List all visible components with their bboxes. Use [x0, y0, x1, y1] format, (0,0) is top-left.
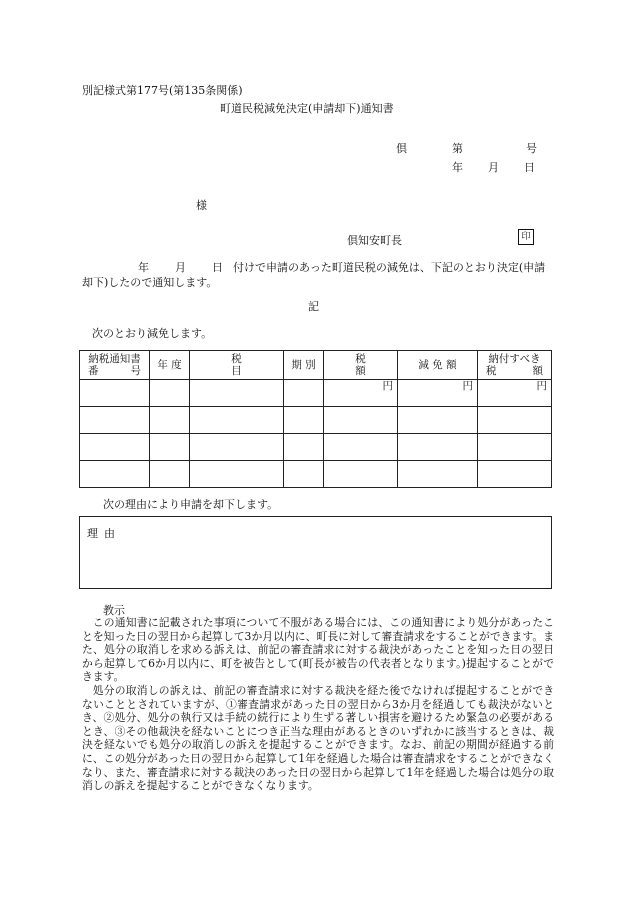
seal-mark: 印 — [518, 229, 534, 245]
table-header-row — [80, 351, 552, 380]
col-tax-amount: 税 額 — [324, 351, 398, 380]
col-year: 年 度 — [150, 351, 190, 380]
table-row — [80, 461, 552, 488]
issue-date-year: 年 — [452, 161, 463, 174]
form-number: 別記様式第177号(第135条関係) — [82, 84, 243, 97]
issue-date-month: 月 — [488, 161, 499, 174]
intro-day: 日 — [212, 261, 223, 274]
issue-date-day: 日 — [524, 161, 535, 174]
kyoji-text — [82, 616, 554, 793]
document-title: 町道民税減免決定(申請却下)通知書 — [220, 102, 394, 115]
doc-number-go: 号 — [526, 142, 537, 155]
kyoji-paragraph: 処分の取消しの訴えは、前記の審査請求に対する裁決を経た後でなければ提起することができないこととされていますが、①審査請求があった日の翌日から3か月を経過しても裁決がないとき、②処分、処分の執行又は手続の続行により生ずる著しい損害を避けるため緊急の必要があるとき、③その他裁決を経ないことにつき正当な理由があるときのいずれかに該当するときは、裁決を経ないでも処分の取消しの訴えを提起することができます。なお、前記の期間が経過する前に、この処分があった日の翌日から起算して1年を経過した場合は審査請求をすることができなくなり、また、審査請求に対する裁決のあった日の翌日から起算して1年を経過した場合は処分の取消しの訴えを提起することができなくなります。 — [82, 683, 554, 793]
kyoji-paragraph: この通知書に記載された事項について不服がある場合には、この通知書により処分があったことを知った日の翌日から起算して3か月以内に、町長に対して審査請求をすることができます。また、処分の取消しを求める訴えは、前記の審査請求に対する裁決があったことを知った日の翌日から起算して6か月以内に、町を被告として(町長が被告の代表者となります。)提起することができます。 — [82, 616, 554, 684]
col-reduction: 減 免 額 — [398, 351, 478, 380]
reason-label: 理由 — [87, 527, 121, 540]
yen-unit: 円 — [398, 380, 478, 407]
col-notice-number: 納税通知書 番 号 — [80, 351, 150, 380]
table-row — [80, 407, 552, 434]
reason-box — [79, 516, 552, 589]
intro-year: 年 — [138, 261, 149, 274]
col-payable: 納付すべき 税 額 — [478, 351, 552, 380]
yen-unit: 円 — [324, 380, 398, 407]
yen-unit: 円 — [478, 380, 552, 407]
reject-line: 次の理由により申請を却下します。 — [103, 498, 279, 511]
kyoji-title: 教示 — [103, 604, 125, 617]
ki-heading: 記 — [308, 300, 319, 313]
intro-month: 月 — [175, 261, 186, 274]
col-tax-item: 税 目 — [190, 351, 284, 380]
col-period: 期 別 — [284, 351, 324, 380]
reduction-line: 次のとおり減免します。 — [92, 327, 213, 340]
table-row — [80, 380, 552, 407]
intro-text: 付けで申請のあった町道民税の減免は、下記のとおり決定(申請却下)したので通知します。 — [82, 261, 546, 289]
doc-number-dai: 第 — [452, 142, 463, 155]
issuer-name: 倶知安町長 — [347, 234, 402, 247]
intro-paragraph — [82, 260, 552, 290]
addressee-suffix: 様 — [196, 199, 207, 212]
table-row — [80, 434, 552, 461]
tax-table — [79, 350, 552, 488]
doc-number-prefix: 倶 — [396, 142, 407, 155]
